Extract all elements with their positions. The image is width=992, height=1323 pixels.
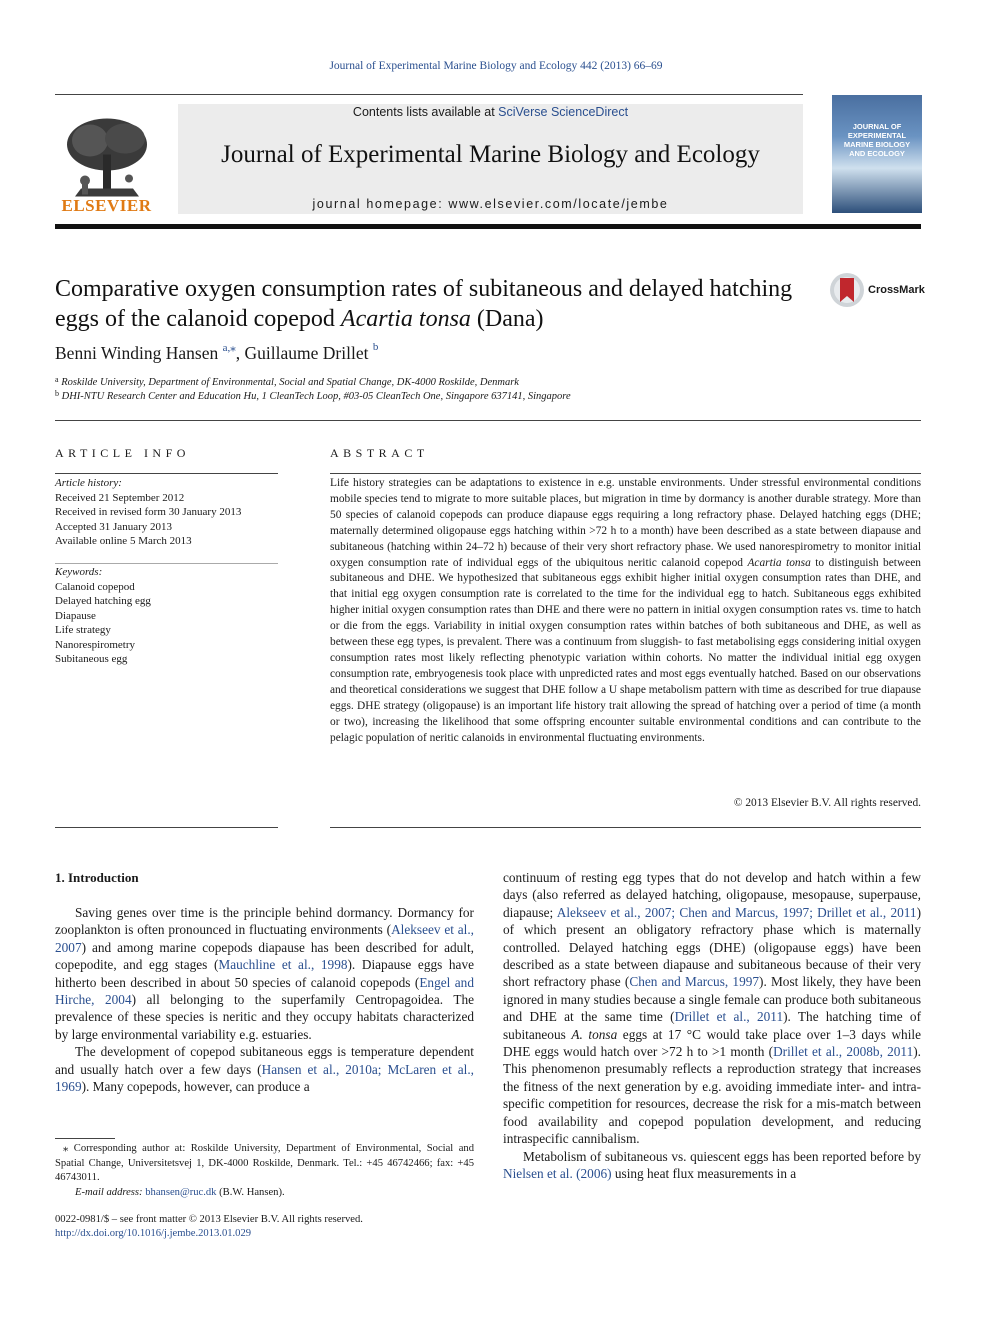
citation-link[interactable]: Chen and Marcus, 1997 bbox=[629, 974, 760, 990]
abstract-species: Acartia tonsa bbox=[747, 556, 811, 569]
text-run: using heat flux measurements in a bbox=[611, 1165, 797, 1181]
keywords bbox=[55, 565, 280, 667]
paragraph bbox=[503, 869, 921, 1148]
author-list bbox=[55, 343, 378, 364]
keyword-item: Delayed hatching egg bbox=[55, 595, 151, 607]
history-item: Received in revised form 30 January 2013 bbox=[55, 506, 242, 518]
history-item: Accepted 31 January 2013 bbox=[55, 520, 172, 533]
title-part-2: (Dana) bbox=[470, 306, 544, 332]
journal-cover-title: JOURNAL OF EXPERIMENTAL MARINE BIOLOGY AND ECOLOGY bbox=[843, 122, 911, 158]
keywords-label: Keywords: bbox=[55, 566, 103, 578]
affil-b-text: DHI-NTU Research Center and Education Hu, 1 CleanTech Loop, #03-05 CleanTech One, Singapore 637141, Singapore bbox=[59, 391, 571, 402]
front-matter-rule-right bbox=[330, 827, 921, 828]
doi-link[interactable]: http://dx.doi.org/10.1016/j.jembe.2013.01.029 bbox=[55, 1228, 252, 1239]
email-suffix: (B.W. Hansen). bbox=[216, 1186, 285, 1198]
article-info-rule bbox=[55, 473, 278, 474]
contents-line bbox=[178, 105, 803, 119]
affiliation-a bbox=[55, 377, 519, 388]
text-run: The development of copepod subitaneous eggs is temperature dependent and usually hatch over a few days ( bbox=[55, 1044, 474, 1077]
affiliation-b bbox=[55, 391, 571, 402]
text-run: continuum of resting egg types that do not develop and hatch within a few days (also referred as delayed hatching, oligopause, mesopause, superpause, diapause; bbox=[503, 870, 921, 920]
footnote-mark: ⁎ bbox=[63, 1143, 69, 1154]
journal-title: Journal of Experimental Marine Biology and Ecology bbox=[221, 141, 760, 168]
paragraph bbox=[503, 1148, 921, 1183]
abstract-body bbox=[330, 476, 921, 746]
history-label: Article history: bbox=[55, 477, 122, 489]
text-run: ). The hatching time of subitaneous bbox=[503, 1009, 922, 1042]
text-run: ). This phenomenon presumably reflects a reproduction strategy that increases the fitness of the next generation by e.g. avoiding immediate inter- and intra-specific competition for resources, decrease the risk for a mis-match between food availability and copepod population development, and reducing intraspecific cannibalism. bbox=[503, 1044, 922, 1147]
affil-a-mark: a bbox=[55, 375, 59, 384]
abstract-copyright: © 2013 Elsevier B.V. All rights reserved. bbox=[733, 797, 921, 809]
paragraph bbox=[55, 1043, 474, 1095]
author-hansen[interactable]: Benni Winding Hansen bbox=[55, 343, 223, 363]
abstract-text-1: Life history strategies can be adaptations to existence in e.g. unstable environments. Under stressful environmental conditions mobile species tend to migrate to more suitable places, but migration in time by dormancy is another durable strategy. More than 50 species of calanoid copepods can produce diapause eggs requiring a long refractory phase. Delayed hatching eggs (DHE; maternally determined oligopause eggs hatching within >72 h to a month) have been described as a state between diapause and subitaneous (hatching within 24–72 h) because of their very short refractory phase. We used nanorespirometry to monitor initial oxygen consumption rate of individual eggs of the ubiquitous neritic calanoid copepod bbox=[330, 477, 921, 569]
header-thick-rule bbox=[55, 224, 921, 229]
title-part-1: Comparative oxygen consumption rates of subitaneous and delayed hatching eggs of the calanoid copepod bbox=[55, 276, 793, 332]
keyword-item: Nanorespirometry bbox=[55, 638, 136, 651]
header-rule bbox=[55, 94, 803, 95]
footnote-rule bbox=[55, 1138, 115, 1139]
species-name: A. tonsa bbox=[571, 1026, 618, 1042]
section-heading-introduction: 1. Introduction bbox=[55, 870, 139, 885]
affil-b-mark: b bbox=[55, 389, 59, 398]
citation-link[interactable]: Drillet et al., 2011 bbox=[674, 1009, 784, 1025]
text-run: ). Diapause eggs have hitherto been described in about 50 species of calanoid copepods ( bbox=[55, 957, 474, 990]
text-run: ) all belonging to the superfamily Centropagoidea. The prevalence of these species is neritic and they occupy habitats characterized by large environmental variability e.g. estuaries. bbox=[55, 992, 474, 1042]
citation-link[interactable]: Engel and Hirche, 2004 bbox=[55, 974, 474, 1008]
citation-link[interactable]: Nielsen et al. (2006) bbox=[503, 1165, 612, 1181]
author-drillet-affil-mark[interactable]: b bbox=[372, 341, 379, 353]
contents-prefix: Contents lists available at bbox=[352, 105, 499, 119]
abstract-heading: ABSTRACT bbox=[330, 446, 429, 460]
body-column-left bbox=[55, 904, 474, 1095]
abstract-rule bbox=[330, 473, 921, 474]
body-column-right bbox=[503, 869, 921, 1182]
text-run: Metabolism of subitaneous vs. quiescent eggs has been reported before by bbox=[523, 1148, 921, 1164]
keyword-item: Calanoid copepod bbox=[55, 580, 135, 593]
citation-link[interactable]: Hansen et al., 2010a; McLaren et al., 1969 bbox=[55, 1061, 475, 1095]
corresponding-author-footnote bbox=[55, 1142, 474, 1200]
text-run: ). Most likely, they have been ignored in many studies because a single female can produce both subitaneous and DHE at the same time ( bbox=[503, 974, 921, 1025]
author-hansen-affil-mark[interactable]: a,⁎ bbox=[222, 342, 236, 354]
article-history bbox=[55, 476, 280, 549]
citation-link[interactable]: Drillet et al., 2008b, 2011 bbox=[773, 1044, 914, 1060]
citation-link[interactable]: Mauchline et al., 1998 bbox=[218, 957, 348, 973]
keyword-item: Diapause bbox=[55, 609, 96, 622]
crossmark-label[interactable]: CrossMark bbox=[868, 284, 925, 296]
abstract-text-2: to distinguish between subitaneous and DHE. We hypothesized that subitaneous eggs exhibit higher initial oxygen consumption rates than DHE, and that initial egg oxygen consumption rate is correlated to the time for the individual egg to hatch. Subitaneous eggs exhibited higher initial oxygen consumption rates than DHE and there were no pattern in initial oxygen consumption rates vs. time to hatch or die from the eggs. Variability in initial oxygen consumption rates within batches of both subitaneous and DHE, as well as between these egg types, is prevalent. There was a continuum from sluggish- to fast metabolising eggs considering initial oxygen consumption rates most likely reflecting phenotypic variation within cohorts. No matter the individual initial egg oxygen consumption rate, embryogenesis took place with unpredicted rates and most eggs eventually hatched. Based on our observations and theoretical considerations we suggest that DHE follow a U shape metabolism pattern with time as described for true diapause eggs. DHE strategy (oligopause) is an important life history trait allowing the spread of hatching over a period of time (a month or two), increasing the likelihood that some offspring encounter suitable environmental conditions and can contribute to the pelagic population of neritic calanoids in environmental fluctuating environments. bbox=[330, 556, 921, 744]
running-head[interactable]: Journal of Experimental Marine Biology and Ecology 442 (2013) 66–69 bbox=[329, 60, 663, 72]
email-link[interactable]: bhansen@ruc.dk bbox=[145, 1186, 217, 1198]
text-run: Saving genes over time is the principle behind dormancy. Dormancy for zooplankton is often pronounced in fluctuating environments ( bbox=[55, 905, 474, 938]
article-title bbox=[55, 274, 795, 334]
keyword-item: Life strategy bbox=[55, 624, 111, 636]
text-run: ) of which present an obligatory refractory phase which is maternally controlled. Delayed hatching eggs (DHE) (oligopause eggs) have been described as a state between diapause and subitaneous because of their very short refractory phase ( bbox=[503, 904, 922, 990]
front-matter-rule-left bbox=[55, 827, 278, 828]
publisher-name: ELSEVIER bbox=[61, 196, 152, 215]
email-label: E-mail address: bbox=[75, 1186, 146, 1198]
footnote-paragraph bbox=[55, 1142, 474, 1186]
paragraph bbox=[55, 904, 474, 1043]
citation-link[interactable]: Alekseev et al., 2007 bbox=[55, 922, 474, 955]
keywords-rule bbox=[55, 563, 278, 564]
text-run: ). Many copepods, however, can produce a bbox=[81, 1079, 310, 1095]
text-run: eggs at 17 °C would take place over 1–3 days while DHE eggs would hatch over >72 h to >1 month ( bbox=[503, 1026, 921, 1060]
footnote-email-line bbox=[55, 1186, 474, 1201]
history-item: Available online 5 March 2013 bbox=[55, 535, 192, 547]
affil-a-text: Roskilde University, Department of Environmental, Social and Spatial Change, DK-4000 Roskilde, Denmark bbox=[58, 377, 519, 388]
author-drillet[interactable]: , Guillaume Drillet bbox=[235, 343, 373, 363]
text-run: ) and among marine copepods diapause has been described for adult, copepodite, and egg stages ( bbox=[55, 939, 474, 973]
issn-line: 0022-0981/$ – see front matter © 2013 Elsevier B.V. All rights reserved. bbox=[55, 1214, 363, 1225]
title-species: Acartia tonsa bbox=[340, 306, 471, 332]
history-item: Received 21 September 2012 bbox=[55, 491, 185, 504]
article-info-heading: ARTICLE INFO bbox=[55, 446, 190, 460]
journal-homepage-link[interactable]: journal homepage: www.elsevier.com/locate/jembe bbox=[312, 197, 669, 211]
citation-link[interactable]: Alekseev et al., 2007; Chen and Marcus, 1997; Drillet et al., 2011 bbox=[556, 904, 917, 920]
sciencedirect-link[interactable]: SciVerse ScienceDirect bbox=[498, 105, 629, 119]
affiliation-rule bbox=[55, 420, 921, 421]
footnote-text: Corresponding author at: Roskilde University, Department of Environmental, Social and Spatial Change, Universitetsvej 1, DK-4000 Roskilde, Denmark. Tel.: +45 46742466; fax: +45 46743011. bbox=[55, 1143, 474, 1183]
keyword-item: Subitaneous egg bbox=[55, 653, 128, 665]
